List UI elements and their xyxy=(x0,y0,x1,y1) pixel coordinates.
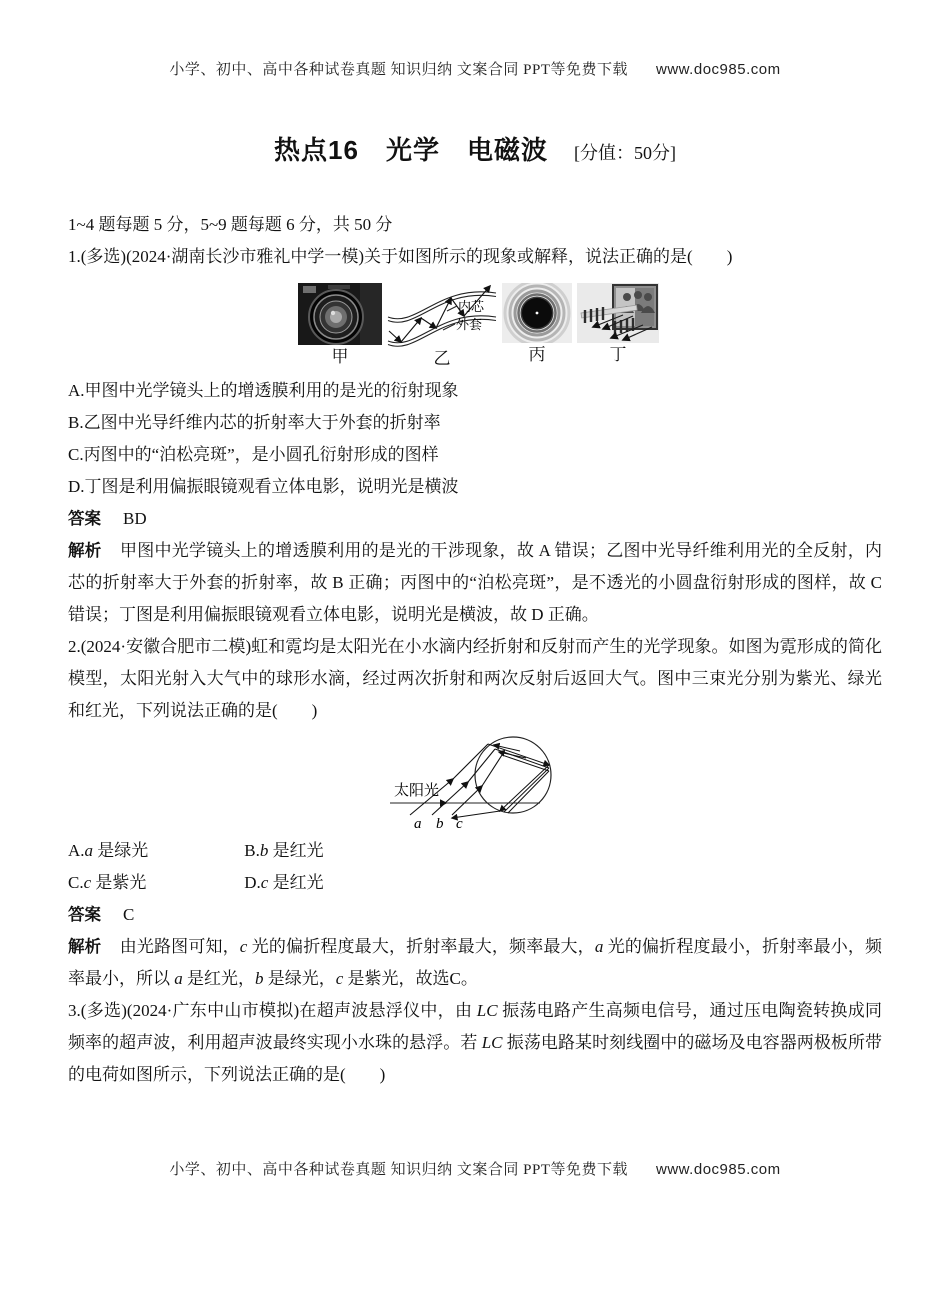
ray-a-label: a xyxy=(414,816,422,831)
q2-option-d: D.c 是红光 xyxy=(244,873,324,892)
q2-option-a: A.a 是绿光 xyxy=(68,841,149,860)
main-column xyxy=(68,130,882,1091)
fiber-cladding-label: 外套 xyxy=(456,317,483,332)
q1-figure-bing xyxy=(502,283,572,365)
q1-option-a: A.甲图中光学镜头上的增透膜利用的是光的衍射现象 xyxy=(68,381,459,400)
poisson-spot-image xyxy=(502,283,572,343)
q2-option-b: B.b 是红光 xyxy=(244,841,324,860)
page-header xyxy=(0,58,950,79)
q1-caption-yi: 乙 xyxy=(433,349,451,368)
optical-fiber-diagram xyxy=(387,283,497,347)
sunlight-label: 太阳光 xyxy=(394,783,440,799)
q1-analysis xyxy=(68,535,882,631)
q1-caption-bing: 丙 xyxy=(528,345,546,364)
q1-caption-jia: 甲 xyxy=(331,347,349,366)
q1-caption-ding: 丁 xyxy=(609,345,627,364)
ray-b-label: b xyxy=(436,816,444,831)
q1-answer-label: 答案 xyxy=(68,510,101,528)
3d-movie-image xyxy=(577,283,659,343)
header-slogan: 小学、初中、高中各种试卷真题 知识归纳 文案合同 PPT等免费下载 xyxy=(169,62,629,78)
document-title xyxy=(68,130,882,174)
water-droplet-ray-diagram xyxy=(390,731,620,831)
q1-option-c: C.丙图中的“泊松亮斑”，是小圆孔衍射形成的图样 xyxy=(68,445,439,464)
q2-analysis-label: 解析 xyxy=(68,938,102,956)
camera-lens-image xyxy=(298,283,382,345)
q1-answer-line xyxy=(68,503,882,535)
title-text: 热点16 光学 电磁波 xyxy=(274,135,548,165)
q2-answer-value: C xyxy=(123,905,135,924)
scoring-note: 1~4 题每题 5 分，5~9 题每题 6 分，共 50 分 xyxy=(68,215,393,234)
q2-stem: 2.(2024·安徽合肥市二模)虹和霓均是太阳光在小水滴内经折射和反射而产生的光学现象。如图为霓形成的简化模型，太阳光射入大气中的球形水滴，经过两次折射和两次反射后返回大气。图中三束光分别为紫光、绿光和红光，下列说法正确的是( ) xyxy=(68,637,882,720)
q1-option-b: B.乙图中光导纤维内芯的折射率大于外套的折射率 xyxy=(68,413,441,432)
fiber-core-label: 内芯 xyxy=(458,299,485,314)
q1-analysis-label: 解析 xyxy=(68,542,102,560)
q2-options-row2 xyxy=(68,867,882,899)
q2-analysis xyxy=(68,931,882,995)
q2-answer-label: 答案 xyxy=(68,906,101,924)
title-score: [分值：50分] xyxy=(573,143,676,163)
q1-figure-row xyxy=(298,283,882,371)
page-footer xyxy=(0,1158,950,1179)
q1-answer-value: BD xyxy=(123,509,147,528)
q2-figure xyxy=(390,731,882,831)
q1-option-d: D.丁图是利用偏振眼镜观看立体电影，说明光是横波 xyxy=(68,477,459,496)
q2-answer-line xyxy=(68,899,882,931)
q1-figure-jia xyxy=(298,283,382,367)
q1-stem: 1.(多选)(2024·湖南长沙市雅礼中学一模)关于如图所示的现象或解释，说法正确的是( ) xyxy=(68,247,733,266)
q1-analysis-text: 甲图中光学镜头上的增透膜利用的是光的干涉现象，故 A 错误；乙图中光导纤维利用光的全反射，内芯的折射率大于外套的折射率，故 B 正确；丙图中的“泊松亮斑”，是不透光的小圆盘衍射形成的图样，故 C 错误；丁图是利用偏振眼镜观看立体电影，说明光是横波，故 D 正确。 xyxy=(68,541,883,624)
ray-c-label: c xyxy=(456,816,463,831)
footer-slogan: 小学、初中、高中各种试卷真题 知识归纳 文案合同 PPT等免费下载 xyxy=(169,1162,629,1178)
footer-url[interactable]: www.doc985.com xyxy=(656,1161,781,1178)
header-url[interactable]: www.doc985.com xyxy=(656,61,781,78)
q2-options-row1 xyxy=(68,835,882,867)
q3-stem: 3.(多选)(2024·广东中山市模拟)在超声波悬浮仪中，由 LC 振荡电路产生高频电信号，通过压电陶瓷转换成同频率的超声波，利用超声波最终实现小水珠的悬浮。若 LC 振荡电路某时刻线圈中的磁场及电容器两极板所带的电荷如图所示，下列说法正确的是( ) xyxy=(68,1001,882,1084)
q2-analysis-text: 由光路图可知，c 光的偏折程度最大，折射率最大，频率最大，a 光的偏折程度最小，折射率最小，频率最小，所以 a 是红光，b 是绿光，c 是紫光，故选C。 xyxy=(68,937,883,988)
q1-figure-ding xyxy=(577,283,659,365)
q1-figure-yi xyxy=(387,283,497,369)
q2-option-c: C.c 是紫光 xyxy=(68,873,147,892)
